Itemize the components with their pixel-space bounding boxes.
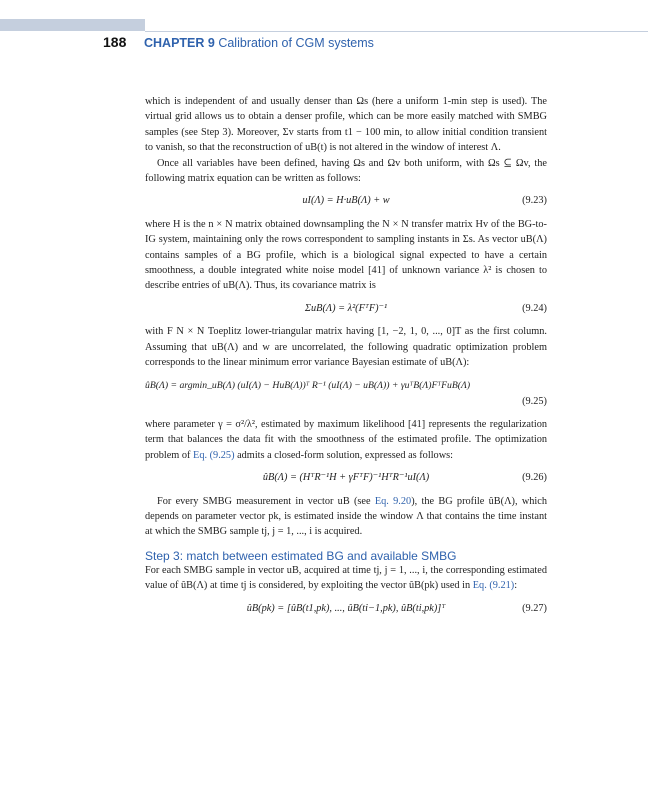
paragraph: For every SMBG measurement in vector uB (see Eq. 9.20), the BG profile ûB(Λ), which depends on parameter vector pk, is estimated inside the window Λ that contains the time instant at which the SMBG sample tj, j = 1, ..., i is acquired. [145,495,548,538]
paragraph: which is independent of and usually denser than Ωs (here a uniform 1-min step is used). The virtual grid allows us to obtain a denser profile, which can be more easily matched with SMBG samples (see Step 3). Moreover, Σv starts from t1 − 100 min, to allow initial condition transient to vanish, so that the reconstruction of uB(t) is not altered in the window of interest Λ. [145,96,547,154]
page-number: 188 [103,34,127,50]
equation-9-24 [145,301,547,316]
paragraph: where H is the n × N matrix obtained downsampling the N × N transfer matrix Hv of the BG-to-IG system, maintaining only the rows correspondent to sampling instants in Σs. As vector uB(Λ) contains samples of a BG profile, which is a biological signal expected to have a certain smoothness, a double integrated white noise model [41] of unknown variance λ² is chosen to describe entries of uB(Λ). Thus, its covariance matrix is [145,218,547,292]
paragraph: where parameter γ = σ²/λ², estimated by maximum likelihood [41] represents the regularization term that balances the data fit with the smoothness of the estimated profile. The optimization problem of Eq. (9.25) admits a closed-form solution, expressed as follows: [145,418,547,461]
page-body [145,94,547,624]
paragraph: with F N × N Toeplitz lower-triangular matrix having [1, −2, 1, 0, ..., 0]T as the first column. Assuming that uB(Λ) and w are uncorrelated, the following quadratic optimization problem corresponds to the linear minimum error variance Bayesian estimate of uB(Λ): [145,326,547,369]
equation-body: ûB(Λ) = (HᵀR⁻¹H + γFᵀF)⁻¹HᵀR⁻¹uI(Λ) [262,472,430,484]
chapter-title: Calibration of CGM systems [218,36,374,50]
equation-9-25-number-row [145,395,547,409]
equation-number: (9.24) [522,302,547,314]
header-rule [145,31,648,32]
equation-body: ΣuB(Λ) = λ²(FᵀF)⁻¹ [304,302,388,314]
equation-number: (9.23) [522,195,547,207]
equation-body: ûB(Λ) = argmin_uB(Λ) (uI(Λ) − HuB(Λ))ᵀ R⁻¹ (uI(Λ) − uB(Λ)) + γuᵀB(Λ)FᵀFuB(Λ) [145,379,471,391]
equation-9-27 [145,601,547,616]
chapter-label: CHAPTER 9 [144,36,215,50]
equation-link[interactable]: Eq. (9.21) [472,580,515,592]
equation-link[interactable]: Eq. 9.20 [374,495,412,507]
equation-number: (9.27) [522,602,547,614]
paragraph: For each SMBG sample in vector uB, acquired at time tj, j = 1, ..., i, the corresponding estimated value of ûB(Λ) at time tj is considered, by exploiting the vector ûB(pk) used in Eq. (9.21): [145,564,547,592]
equation-number: (9.26) [522,472,547,484]
equation-body: ûB(pk) = [ûB(t1,pk), ..., ûB(ti−1,pk), ûB(ti,pk)]ᵀ [246,602,446,614]
chapter-heading [144,36,374,50]
equation-link[interactable]: Eq. (9.25) [193,449,235,461]
equation-9-25 [145,378,547,393]
equation-9-23 [145,193,547,208]
equation-9-26 [145,470,547,485]
header-bar [0,19,145,31]
section-heading: Step 3: match between estimated BG and available SMBG [145,548,457,563]
equation-number: (9.25) [522,396,547,408]
paragraph: Once all variables have been defined, having Ωs and Ωv both uniform, with Ωs ⊆ Ωv, the following matrix equation can be written as follows: [145,157,547,185]
equation-body: uI(Λ) = H·uB(Λ) + w [302,195,390,207]
